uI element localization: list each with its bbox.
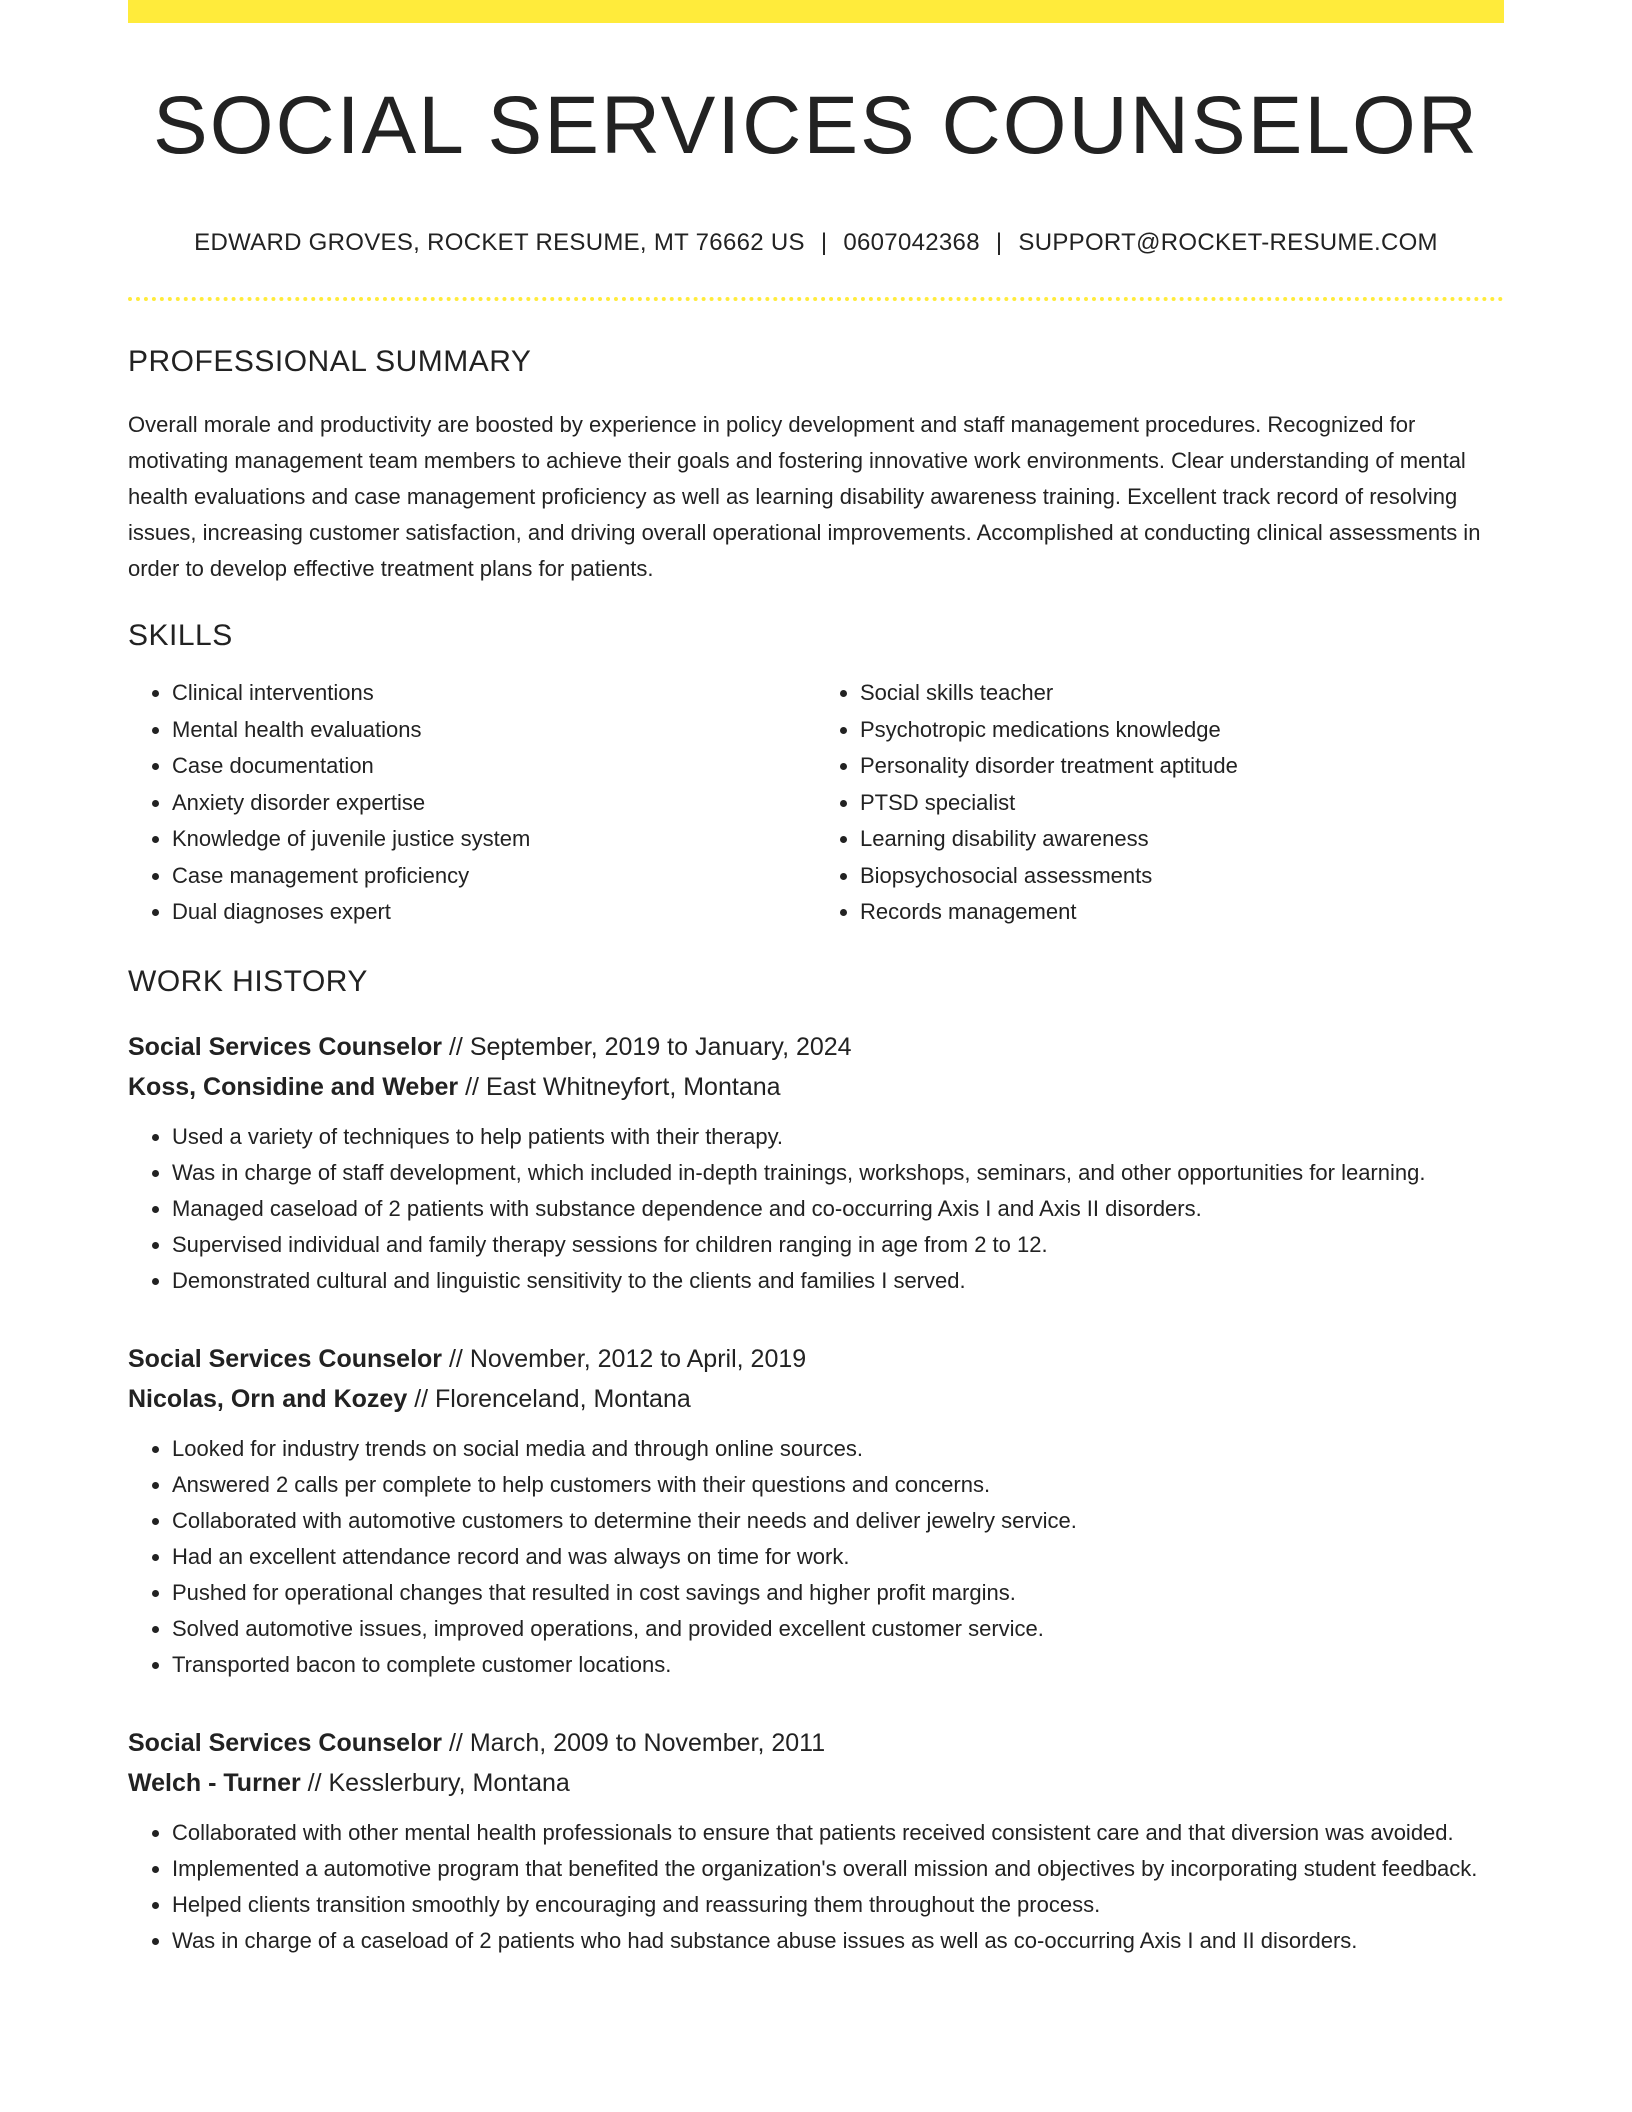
- skill-item: • Anxiety disorder expertise: [172, 785, 816, 822]
- job-bullets: [128, 1431, 1504, 1683]
- skill-item: • Dual diagnoses expert: [172, 894, 816, 931]
- contact-address: EDWARD GROVES, ROCKET RESUME, MT 76662 US: [194, 229, 805, 257]
- job-company-line: [128, 1379, 1504, 1419]
- job-bullet: • Pushed for operational changes that resulted in cost savings and higher profit margins.: [172, 1575, 1504, 1611]
- job-company: Koss, Considine and Weber: [128, 1072, 459, 1101]
- job-location: // East Whitneyfort, Montana: [465, 1072, 781, 1101]
- summary-heading: PROFESSIONAL SUMMARY: [128, 345, 532, 379]
- job-bullet: • Was in charge of a caseload of 2 patients who had substance abuse issues as well as co-occurring Axis I and II disorders.: [172, 1923, 1504, 1959]
- job-bullet: • Solved automotive issues, improved operations, and provided excellent customer service.: [172, 1611, 1504, 1647]
- job-title-line: [128, 1723, 1504, 1763]
- skill-item: • Psychotropic medications knowledge: [860, 712, 1504, 749]
- job-company: Nicolas, Orn and Kozey: [128, 1384, 408, 1413]
- job-bullet: • Transported bacon to complete customer locations.: [172, 1647, 1504, 1683]
- job-dates: // March, 2009 to November, 2011: [448, 1728, 826, 1757]
- job-bullet: • Had an excellent attendance record and was always on time for work.: [172, 1539, 1504, 1575]
- job-company: Welch - Turner: [128, 1768, 301, 1797]
- job-company-line: [128, 1763, 1504, 1803]
- contact-separator: |: [820, 229, 828, 257]
- contact-separator: |: [995, 229, 1003, 257]
- job-bullets: [128, 1815, 1504, 1959]
- job-company-line: [128, 1067, 1504, 1107]
- skill-item: • Case management proficiency: [172, 858, 816, 895]
- skill-item: • Personality disorder treatment aptitude: [860, 748, 1504, 785]
- skill-item: • Learning disability awareness: [860, 821, 1504, 858]
- job-bullet: • Looked for industry trends on social media and through online sources.: [172, 1431, 1504, 1467]
- accent-top-bar: [128, 0, 1504, 23]
- job-entry: [128, 1027, 1504, 1299]
- job-dates: // September, 2019 to January, 2024: [448, 1032, 852, 1061]
- job-bullet: • Answered 2 calls per complete to help customers with their questions and concerns.: [172, 1467, 1504, 1503]
- job-dates: // November, 2012 to April, 2019: [448, 1344, 807, 1373]
- job-title-line: [128, 1027, 1504, 1067]
- contact-line: [128, 229, 1504, 257]
- work-history-heading: WORK HISTORY: [128, 964, 368, 998]
- skill-item: • Mental health evaluations: [172, 712, 816, 749]
- job-title: Social Services Counselor: [128, 1344, 443, 1373]
- job-bullet: • Used a variety of techniques to help patients with their therapy.: [172, 1119, 1504, 1155]
- skills-heading: SKILLS: [128, 619, 233, 653]
- contact-email: SUPPORT@ROCKET-RESUME.COM: [1018, 229, 1438, 257]
- job-bullet: • Supervised individual and family therapy sessions for children ranging in age from 2 to 12.: [172, 1227, 1504, 1263]
- job-location: // Florenceland, Montana: [414, 1384, 691, 1413]
- job-bullet: • Managed caseload of 2 patients with substance dependence and co-occurring Axis I and Axis II disorders.: [172, 1191, 1504, 1227]
- job-entry: [128, 1723, 1504, 1959]
- skill-item: • PTSD specialist: [860, 785, 1504, 822]
- skill-item: • Clinical interventions: [172, 675, 816, 712]
- skills-column-right: [816, 675, 1504, 931]
- resume-title: SOCIAL SERVICES COUNSELOR: [153, 80, 1479, 171]
- job-bullet: • Collaborated with automotive customers to determine their needs and deliver jewelry service.: [172, 1503, 1504, 1539]
- job-bullet: • Demonstrated cultural and linguistic sensitivity to the clients and families I served.: [172, 1263, 1504, 1299]
- work-history-list: [128, 1027, 1504, 1959]
- job-bullet: • Implemented a automotive program that benefited the organization's overall mission and objectives by incorporating student feedback.: [172, 1851, 1504, 1887]
- job-title-line: [128, 1339, 1504, 1379]
- summary-text: Overall morale and productivity are boosted by experience in policy development and staff management procedures. Recognized for motivating management team members to achieve their goals and fostering innovative work environments. Clear understanding of mental health evaluations and case management proficiency as well as learning disability awareness training. Excellent track record of resolving issues, increasing customer satisfaction, and driving overall operational improvements. Accomplished at conducting clinical assessments in order to develop effective treatment plans for patients.: [128, 412, 1481, 582]
- job-bullet: • Was in charge of staff development, which included in-depth trainings, workshops, seminars, and other opportunities for learning.: [172, 1155, 1504, 1191]
- skill-item: • Social skills teacher: [860, 675, 1504, 712]
- skills-column-left: [128, 675, 816, 931]
- dotted-divider: [128, 297, 1504, 301]
- skills-list: [128, 675, 1504, 931]
- contact-phone: 0607042368: [843, 229, 980, 257]
- skill-item: • Biopsychosocial assessments: [860, 858, 1504, 895]
- skill-item: • Case documentation: [172, 748, 816, 785]
- job-bullet: • Helped clients transition smoothly by encouraging and reassuring them throughout the process.: [172, 1887, 1504, 1923]
- job-title: Social Services Counselor: [128, 1032, 443, 1061]
- skill-item: • Records management: [860, 894, 1504, 931]
- resume-page: [128, 0, 1504, 1959]
- job-bullet: • Collaborated with other mental health professionals to ensure that patients received consistent care and that diversion was avoided.: [172, 1815, 1504, 1851]
- job-location: // Kesslerbury, Montana: [307, 1768, 570, 1797]
- job-entry: [128, 1339, 1504, 1683]
- skill-item: • Knowledge of juvenile justice system: [172, 821, 816, 858]
- job-bullets: [128, 1119, 1504, 1299]
- job-title: Social Services Counselor: [128, 1728, 443, 1757]
